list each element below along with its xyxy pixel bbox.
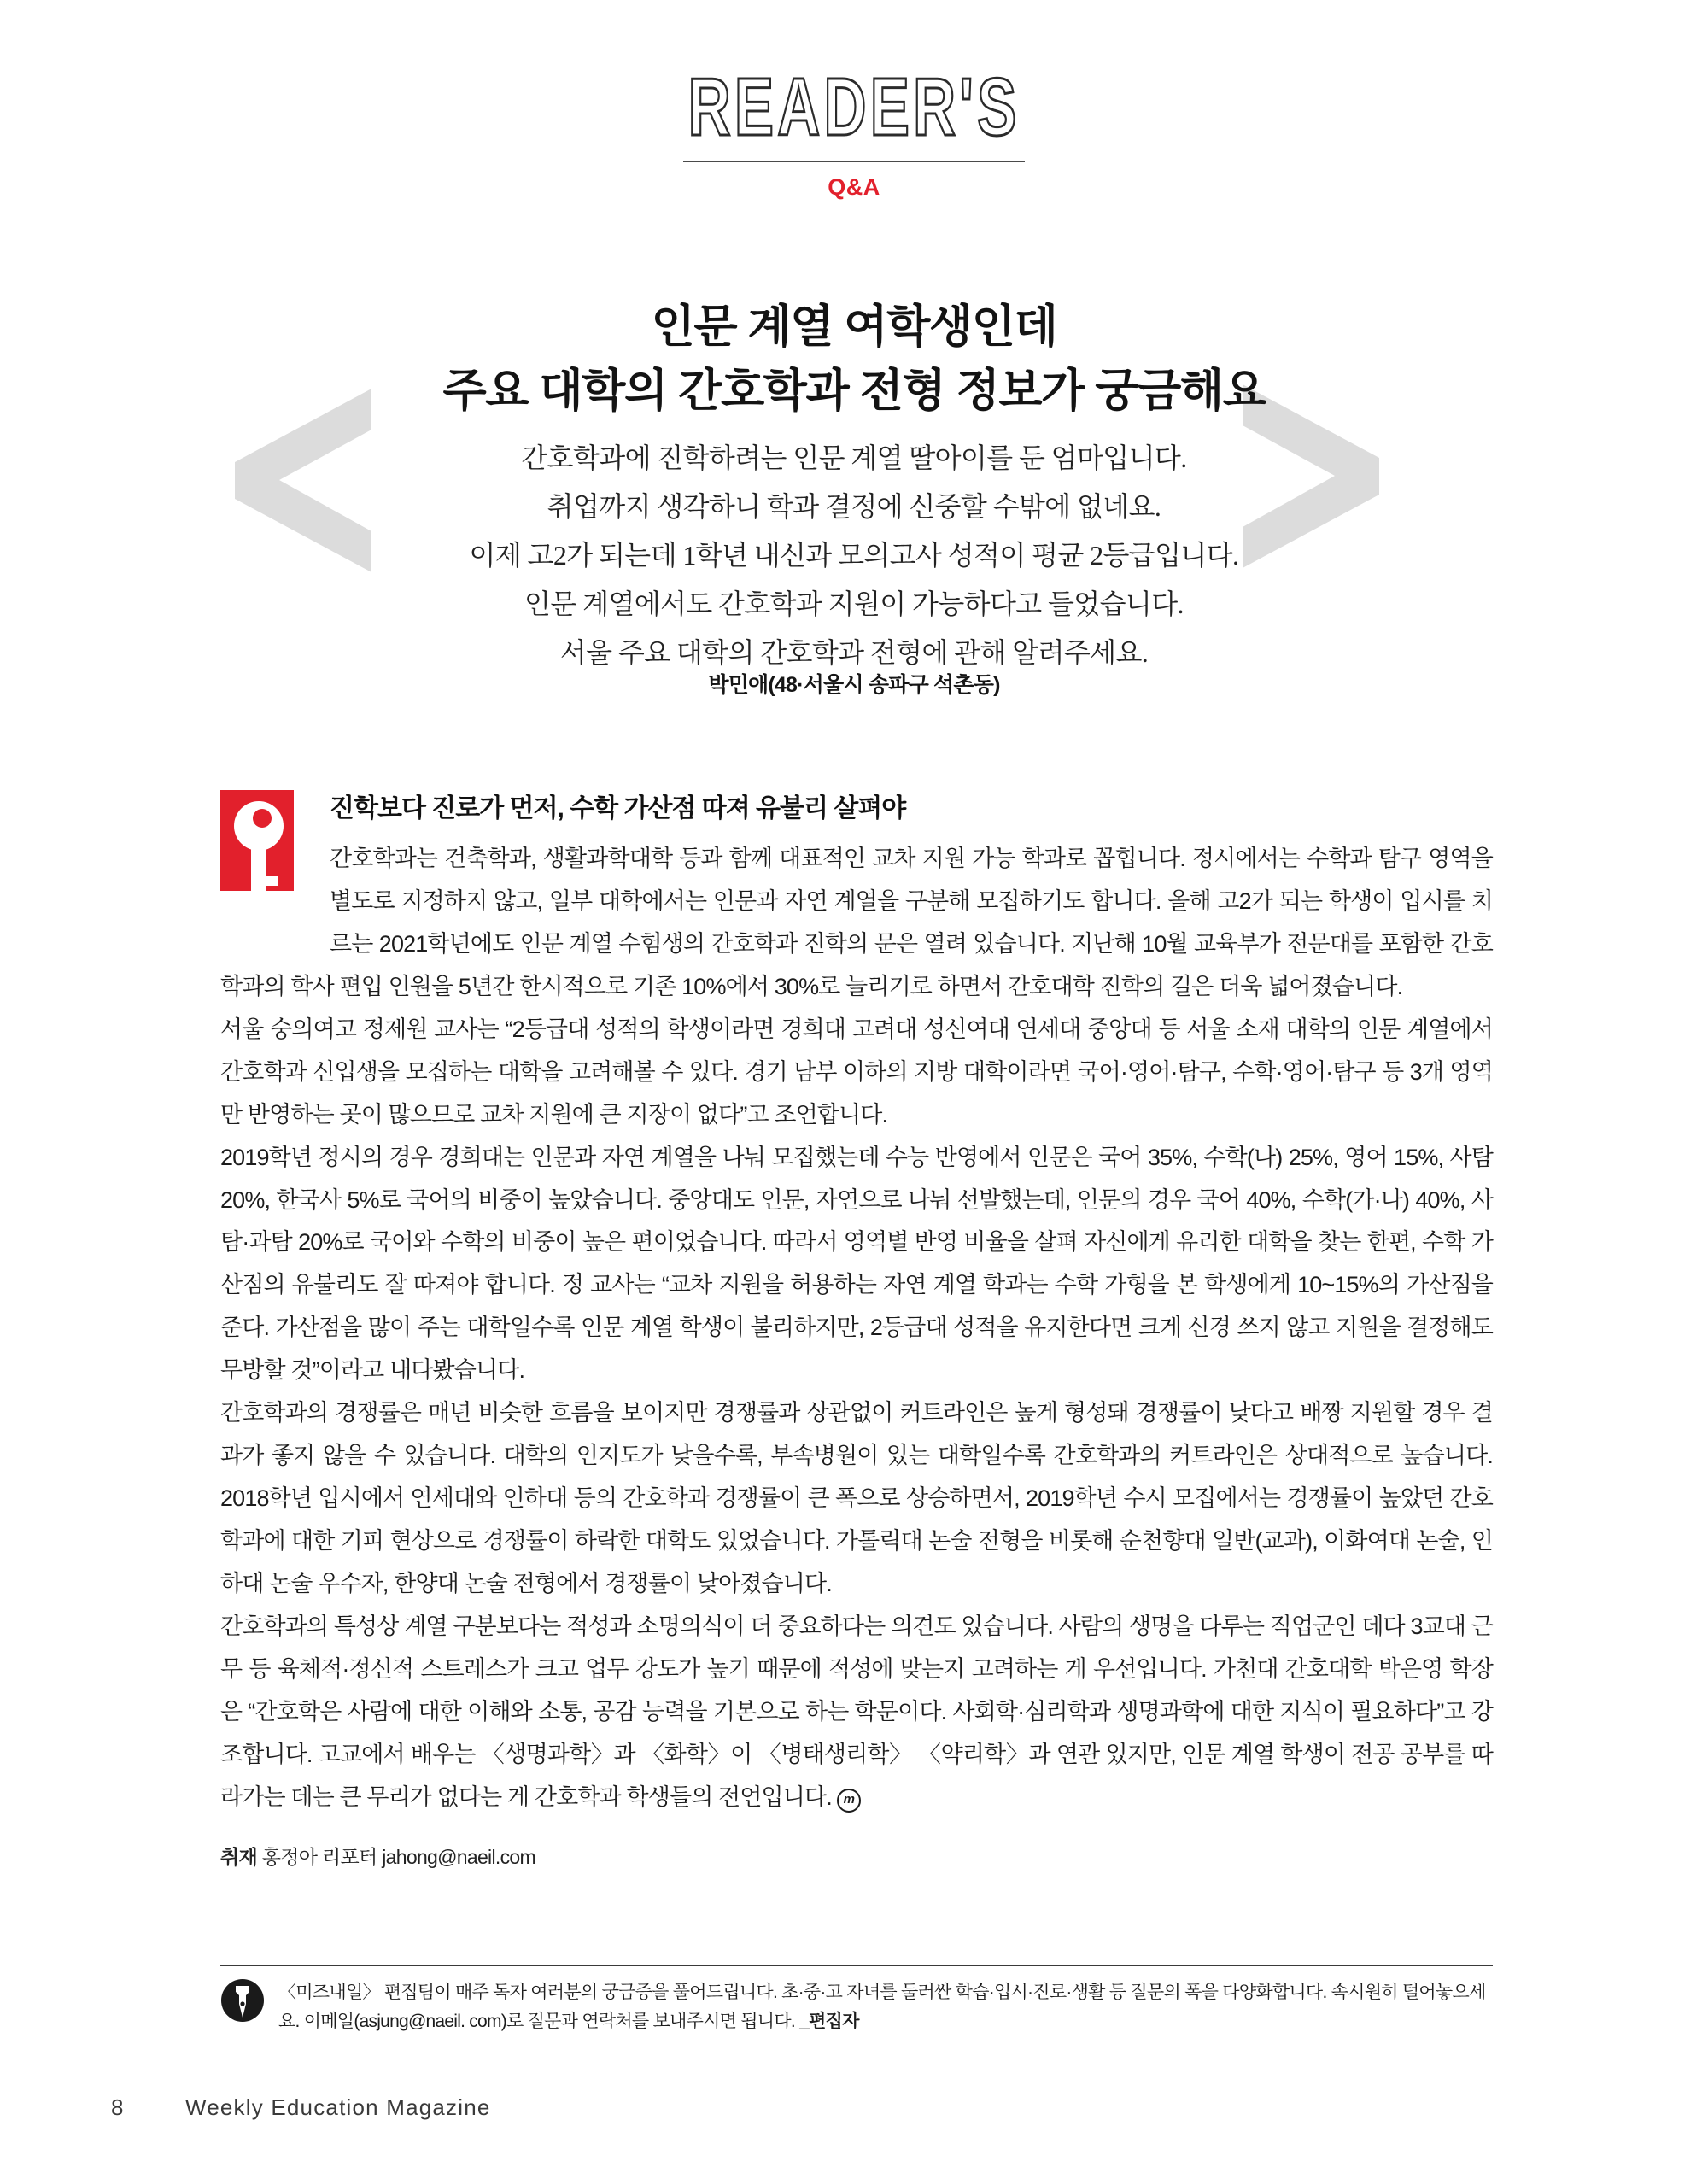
masthead-divider [683,161,1025,162]
question-line-1: 간호학과에 진학하려는 인문 계열 딸아이를 둔 엄마입니다. [521,442,1187,473]
answer-paragraph: 2019학년 정시의 경우 경희대는 인문과 자연 계열을 나눠 모집했는데 수능 반영에서 인문은 국어 35%, 수학(나) 25%, 영어 15%, 사탐 20%, 한국사 5%로 국어의 비중이 높았습니다. 중앙대도 인문, 자연으로 나눠 선발했는데, 인문의 경우 국어 40%, 수학(가·나) 40%, 사탐·과탐 20%로 국어와 수학의 비중이 높은 편이었습니다. 따라서 영역별 반영 비율을 살펴 자신에게 유리한 대학을 찾는 한편, 수학 가산점의 유불리도 잘 따져야 합니다. 정 교사는 “교차 지원을 허용하는 자연 계열 학과는 수학 가형을 본 학생에게 10~15%의 가산점을 준다. 가산점을 많이 주는 대학일수록 인문 계열 학생이 불리하지만, 2등급대 성적을 유지한다면 크게 신경 쓰지 않고 지원을 결정해도 무방할 것”이라고 내다봤습니다. [220,1144,1493,1384]
page-title [0,295,1708,424]
magazine-name: Weekly Education Magazine [184,2094,491,2120]
question-text [0,434,1708,677]
key-icon [220,790,294,918]
masthead-logo: READER'S [687,61,1021,153]
question-author: 박민애(48·서울시 송파구 석촌동) [708,673,1000,697]
editor-note-text [278,1978,1493,2036]
answer-paragraph: 간호학과는 건축학과, 생활과학대학 등과 함께 대표적인 교차 지원 가능 학과로 꼽힙니다. 정시에서는 수학과 탐구 영역을 별도로 지정하지 않고, 일부 대학에서는 인문과 자연 계열을 구분해 모집하기도 합니다. 올해 고2가 되는 학생이 입시를 치르는 2021학년에도 인문 계열 수험생의 간호학과 진학의 문은 열려 있습니다. 지난해 10월 교육부가 전문대를 포함한 간호학과의 학사 편입 인원을 5년간 한시적으로 기존 10%에서 30%로 늘리기로 하면서 간호대학 진학의 길은 더욱 넓어졌습니다. [220,846,1493,999]
reporter-email: jahong@naeil.com [382,1845,535,1868]
masthead [0,61,1708,201]
headline-line-2: 주요 대학의 간호학과 전형 정보가 궁금해요 [442,366,1266,417]
page-footer [111,2094,491,2121]
reporter-name: 홍정아 리포터 [261,1845,377,1868]
masthead-subtitle: Q&A [828,174,880,200]
question-line-5: 서울 주요 대학의 간호학과 전형에 관해 알려주세요. [559,636,1149,668]
answer-subheading: 진학보다 진로가 먼저, 수학 가산점 따져 유불리 살펴야 [330,794,906,823]
end-mark-icon: m [837,1789,861,1813]
reporter-label: 취재 [220,1845,258,1868]
answer-body [220,838,1493,1819]
footnote-divider [220,1965,1493,1966]
reporter-credit [220,1842,1493,1870]
answer-paragraph: 간호학과의 경쟁률은 매년 비슷한 흐름을 보이지만 경쟁률과 상관없이 커트라인은 높게 형성돼 경쟁률이 낮다고 배짱 지원할 경우 결과가 좋지 않을 수 있습니다. 대학의 인지도가 낮을수록, 부속병원이 있는 대학일수록 간호학과의 커트라인은 상대적으로 높습니다. 2018학년 입시에서 연세대와 인하대 등의 간호학과 경쟁률이 큰 폭으로 상승하면서, 2019학년 수시 모집에서는 경쟁률이 높았던 간호학과에 대한 기피 현상으로 경쟁률이 하락한 대학도 있었습니다. 가톨릭대 논술 전형을 비롯해 순천향대 일반(교과), 이화여대 논술, 인하대 논술 우수자, 한양대 논술 전형에서 경쟁률이 낮아졌습니다. [220,1400,1493,1596]
editor-note-signature: _편집자 [799,2012,859,2032]
answer-paragraph: 간호학과의 특성상 계열 구분보다는 적성과 소명의식이 더 중요하다는 의견도 있습니다. 사람의 생명을 다루는 직업군인 데다 3교대 근무 등 육체적·정신적 스트레스가 크고 업무 강도가 높기 때문에 적성에 맞는지 고려하는 게 우선입니다. 가천대 간호대학 박은영 학장은 “간호학은 사람에 대한 이해와 소통, 공감 능력을 기본으로 하는 학문이다. 사회학·심리학과 생명과학에 대한 지식이 필요하다”고 강조합니다. 고교에서 배우는 〈생명과학〉과 〈화학〉이 〈병태생리학〉 〈약리학〉과 연관 있지만, 인문 계열 학생이 전공 공부를 따라가는 데는 큰 무리가 없다는 게 간호학과 학생들의 전언입니다. [220,1613,1493,1810]
editor-note-body: 〈미즈내일〉 편집팀이 매주 독자 여러분의 궁금증을 풀어드립니다. 초·중·고 자녀를 둘러싼 학습·입시·진로·생활 등 질문의 폭을 다양화합니다. 속시원히 털어놓으세요. 이메일(asjung@naeil. com)로 질문과 연락처를 보내주시면 됩니다. [278,1983,1486,2032]
answer-section [220,790,1493,1870]
answer-paragraph: 서울 숭의여고 정제원 교사는 “2등급대 성적의 학생이라면 경희대 고려대 성신여대 연세대 중앙대 등 서울 소재 대학의 인문 계열에서 간호학과 신입생을 모집하는 대학을 고려해볼 수 있다. 경기 남부 이하의 지방 대학이라면 국어·영어·탐구, 수학·영어·탐구 등 3개 영역만 반영하는 곳이 많으므로 교차 지원에 큰 지장이 없다”고 조언합니다. [220,1016,1493,1127]
pen-nib-icon [220,1978,265,2023]
question-line-3: 이제 고2가 되는데 1학년 내신과 모의고사 성적이 평균 2등급입니다. [469,539,1239,571]
question-line-2: 취업까지 생각하니 학과 결정에 신중할 수밖에 없네요. [547,490,1161,522]
page-number: 8 [111,2094,124,2120]
question-line-4: 인문 계열에서도 간호학과 지원이 가능하다고 들었습니다. [524,588,1184,619]
editor-note [220,1965,1493,2036]
headline-line-1: 인문 계열 여학생인데 [651,302,1057,352]
answer-paragraph-last [220,1606,1493,1819]
